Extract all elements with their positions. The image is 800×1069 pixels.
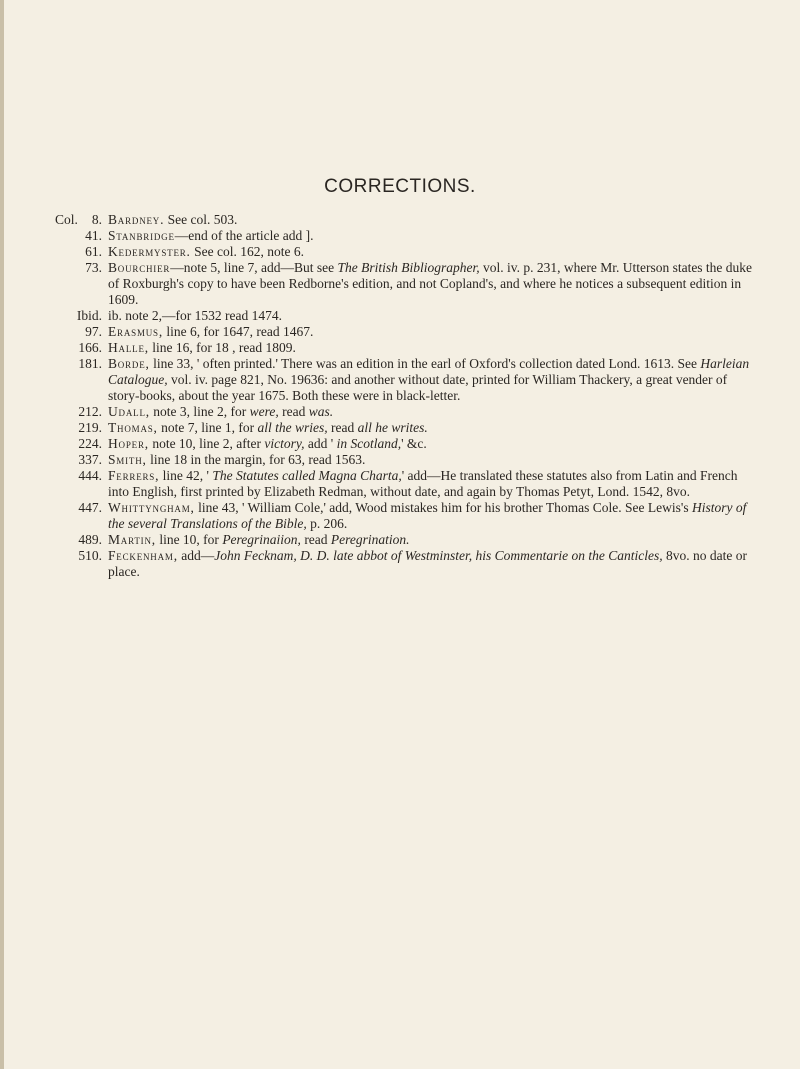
entry-text: note 3, line 2, for <box>149 404 250 419</box>
entry-number: 219. <box>78 420 102 435</box>
entry-italic-word: all the wries, <box>257 420 328 435</box>
entry-text: ib. note 2,—for 1532 read 1474. <box>108 308 282 323</box>
entry-italic-word: Peregrination. <box>330 532 410 547</box>
entry-name: Hoper, <box>108 436 149 451</box>
entry-name: Udall, <box>108 404 150 419</box>
entry-italic-word: was. <box>308 404 334 419</box>
entry-text-end: ' &c. <box>401 436 427 451</box>
entry-italic-word: were, <box>249 404 279 419</box>
correction-entry <box>0 468 800 500</box>
entry-name: Thomas, <box>108 420 158 435</box>
entry-name: Halle, <box>108 340 149 355</box>
correction-entry <box>0 244 800 260</box>
entry-column-number <box>14 212 102 228</box>
entry-name: Borde, <box>108 356 150 371</box>
entry-text: note 10, line 2, after <box>148 436 265 451</box>
correction-entry <box>0 452 800 468</box>
entry-text: —note 5, line 7, add—But see <box>170 260 338 275</box>
entry-italic-title: Harleian Catalogue, <box>108 356 750 387</box>
entry-text: line 6, for 1647, read 1467. <box>163 324 314 339</box>
entry-number: 73. <box>85 260 102 275</box>
entry-text: —end of the article add ]. <box>174 228 314 243</box>
entry-name: Erasmus, <box>108 324 164 339</box>
correction-entry <box>0 324 800 340</box>
page-title: CORRECTIONS. <box>324 176 476 197</box>
correction-entry <box>0 260 800 308</box>
entry-name: Smith, <box>108 452 147 467</box>
entry-name: Martin, <box>108 532 156 547</box>
entry-text: add— <box>177 548 215 563</box>
entry-italic-word: Peregrinaiion, <box>222 532 301 547</box>
correction-entry <box>0 404 800 420</box>
entry-number: 444. <box>78 468 102 483</box>
entry-number: 8. <box>91 212 102 227</box>
entry-number: 510. <box>78 548 102 563</box>
entry-text-continued: read <box>300 532 331 547</box>
entry-name: Ferrers, <box>108 468 160 483</box>
column-label: Col. <box>54 212 78 227</box>
entry-text: line 10, for <box>155 532 223 547</box>
entry-number: 224. <box>78 436 102 451</box>
entry-text: See col. 162, note 6. <box>190 244 304 259</box>
entry-text: line 33, ' often printed.' There was an edition in the earl of Oxford's collection dated Lond. 1613. See <box>149 356 701 371</box>
entry-text-continued: p. 206. <box>306 516 348 531</box>
entry-text-continued: read <box>278 404 309 419</box>
entry-number: 97. <box>85 324 102 339</box>
correction-entry <box>0 340 800 356</box>
entry-italic-word: all he writes. <box>357 420 428 435</box>
correction-entry <box>0 212 800 228</box>
correction-entry <box>0 548 800 580</box>
correction-entry <box>0 356 800 404</box>
correction-entry <box>0 436 800 452</box>
entry-italic-title: History of the several Translations of the Bible, <box>108 500 747 531</box>
entry-name: Bardney. <box>108 212 165 227</box>
correction-entry <box>0 228 800 244</box>
entry-text-continued: read <box>327 420 358 435</box>
entry-number: 212. <box>78 404 102 419</box>
correction-entry <box>0 532 800 548</box>
entry-text: line 42, ' <box>159 468 213 483</box>
entry-italic-title: The Statutes called Magna Charta, <box>212 468 402 483</box>
entry-text: line 16, for 18 , read 1809. <box>148 340 296 355</box>
corrections-list <box>0 212 800 580</box>
entry-text: See col. 503. <box>164 212 238 227</box>
entry-number: 166. <box>78 340 102 355</box>
entry-number: 181. <box>78 356 102 371</box>
entry-text: note 7, line 1, for <box>157 420 258 435</box>
correction-entry <box>0 500 800 532</box>
entry-name: Bourchier <box>108 260 171 275</box>
entry-name: Kedermyster. <box>108 244 191 259</box>
entry-italic-title: The British Bibliographer, <box>337 260 480 275</box>
correction-entry <box>0 308 800 324</box>
entry-number: 61. <box>85 244 102 259</box>
entry-number: 337. <box>78 452 102 467</box>
entry-number: Ibid. <box>76 308 102 323</box>
entry-number: 41. <box>85 228 102 243</box>
correction-entry <box>0 420 800 436</box>
entry-text-continued: vol. iv. p. 231, where Mr. Utterson states the duke of Roxburgh's copy to have been Redborne's edition, and not Copland's, and where he notices a subsequent edition in 1609. <box>108 260 753 307</box>
entry-italic-word: in Scotland, <box>336 436 402 451</box>
entry-text-continued: add ' <box>304 436 337 451</box>
entry-italic-word: victory, <box>264 436 305 451</box>
entry-name: Feckenham, <box>108 548 178 563</box>
entry-text-continued: 8vo. no date or place. <box>108 548 747 579</box>
entry-text-continued: vol. iv. page 821, No. 19636: and another without date, printed for William Thackery, a great vender of story-books, about the year 1675. Both these were in black-letter. <box>108 372 728 403</box>
entry-name: Whittyngham, <box>108 500 195 515</box>
entry-number: 447. <box>78 500 102 515</box>
entry-text: line 43, ' William Cole,' add, Wood mistakes him for his brother Thomas Cole. See Lewis's <box>194 500 692 515</box>
entry-italic-title: John Fecknam, D. D. late abbot of Westminster, his Commentarie on the Canticles, <box>214 548 663 563</box>
entry-number: 489. <box>78 532 102 547</box>
entry-text-continued: ' add—He translated these statutes also from Latin and French into English, first printed by Elizabeth Redman, without date, and again by Thomas Petyt, Lond. 1542, 8vo. <box>108 468 738 499</box>
entry-name: Stanbridge <box>108 228 175 243</box>
entry-text: line 18 in the margin, for 63, read 1563. <box>146 452 366 467</box>
